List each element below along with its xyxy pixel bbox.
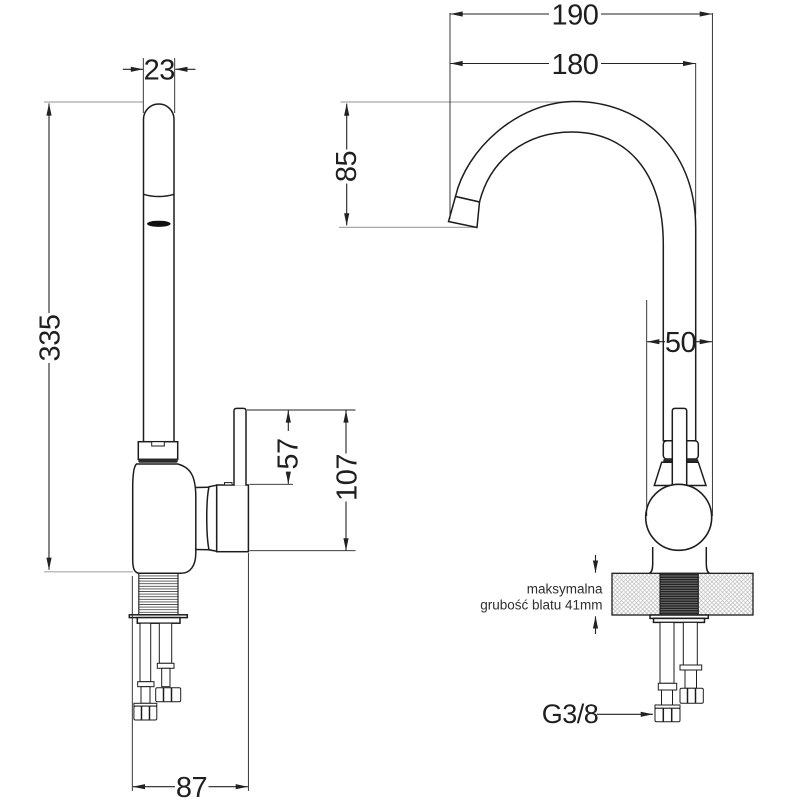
countertop-note-line1: maksymalna [526, 581, 603, 597]
supply-hoses-front [655, 622, 703, 721]
hose-nut-right-side [156, 688, 181, 702]
dim-total-height [35, 103, 67, 569]
supply-hoses-side [134, 623, 181, 720]
aerator-outlet [147, 221, 171, 227]
dim-spout-drop-label: 85 [331, 150, 363, 183]
handle-lever-side [234, 408, 246, 485]
dim-body-height-label: 107 [331, 454, 364, 501]
dim-total-reach [451, 0, 712, 32]
dim-spout-width [123, 55, 196, 87]
countertop-section [612, 573, 753, 615]
dim-body-height [332, 410, 364, 550]
gooseneck-spout [449, 102, 696, 441]
thread-size-label: G3/8 [541, 699, 599, 729]
handle-lever-front [672, 408, 686, 492]
threaded-shank-front [660, 573, 698, 615]
handle-hub-side [217, 485, 249, 552]
mounting-washer-front [650, 615, 708, 622]
dim-total-reach-label: 190 [551, 0, 599, 32]
handle-cone-side [207, 485, 217, 551]
dim-spout-reach-label: 180 [551, 49, 599, 81]
spout-pipe-side [144, 104, 175, 442]
countertop-thickness-callout [480, 555, 603, 634]
dim-spout-width-label: 23 [143, 54, 175, 87]
countertop-note-line2: grubość blatu 41mm [480, 597, 603, 613]
dim-knob-diameter-label: 50 [664, 327, 697, 359]
dim-total-height-label: 335 [34, 314, 67, 362]
hose-nut-right-front [680, 688, 703, 703]
dim-base-depth [133, 772, 248, 800]
side-view [129, 104, 248, 720]
handle-knob-front [646, 484, 712, 550]
thread-size-callout [542, 699, 653, 729]
front-view [449, 102, 754, 722]
mounting-shank-side [129, 573, 187, 623]
dim-base-depth-label: 87 [175, 772, 208, 800]
dim-lever-height [273, 410, 305, 483]
hose-nut-left-front [655, 708, 680, 721]
dim-knob-diameter [647, 327, 712, 359]
hose-nut-left-side [134, 706, 157, 720]
dim-spout-reach [451, 49, 696, 81]
dim-spout-drop [331, 104, 363, 226]
dim-lever-height-label: 57 [272, 438, 305, 470]
mixer-collar-side [138, 442, 177, 463]
spout-outlet-tip [449, 197, 480, 228]
